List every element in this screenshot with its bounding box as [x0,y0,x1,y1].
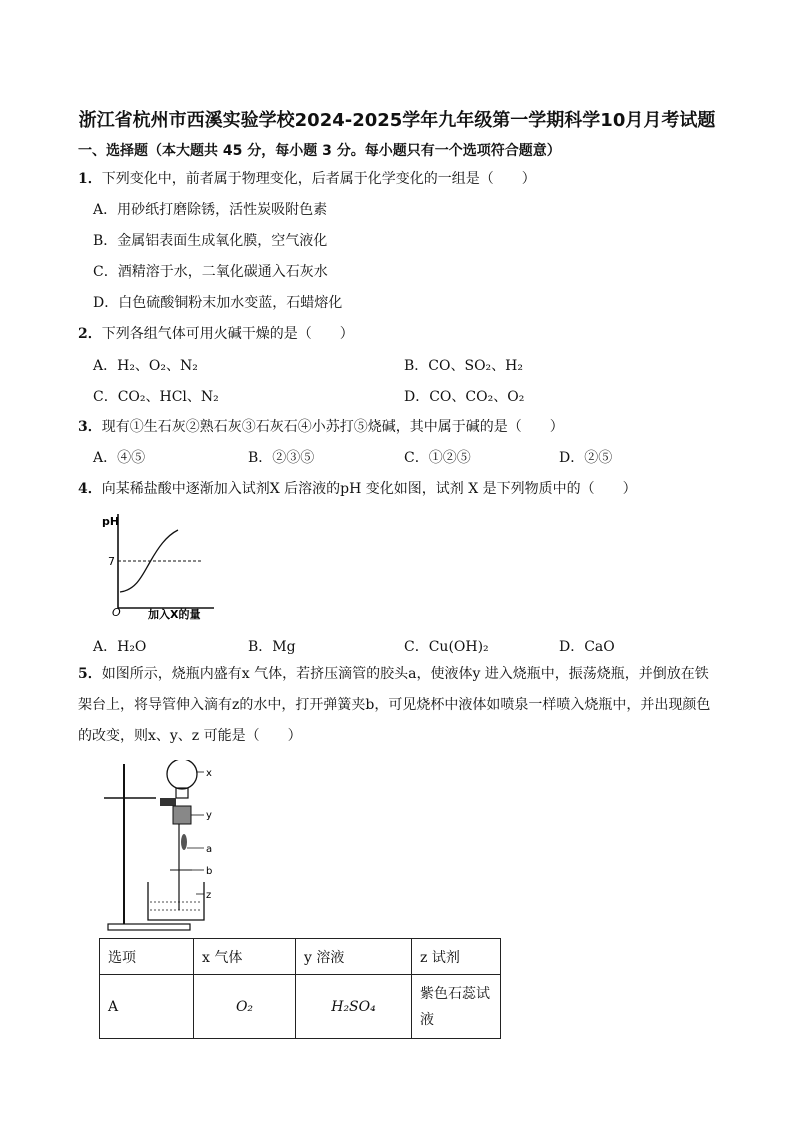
q4-option-b: B．Mg [248,639,296,655]
graph-ylabel: pH [102,515,120,528]
graph-origin: O [112,606,121,619]
table-header-cell: 选项 [100,939,194,975]
question-stem: 如图所示，烧瓶内盛有x 气体，若挤压滴管的胶头a，使液体y 进入烧瓶中，振荡烧瓶，并倒放在铁架台上，将导管伸入滴有z的水中，打开弹簧夹b，可见烧杯中液体如喷泉一样喷入烧瓶中，并出现颜色的改变，则x、y、z 可能是（ ） [78,666,711,744]
question-stem: 下列变化中，前者属于物理变化，后者属于化学变化的一组是（ ） [101,171,536,187]
label-x: x [206,768,212,779]
options-table [99,938,501,1039]
question-stem: 现有①生石灰②熟石灰③石灰石④小苏打⑤烧碱，其中属于碱的是（ ） [101,419,564,435]
graph-xlabel: 加入X的量 [148,608,201,620]
table-header-row [100,939,501,975]
question-4 [78,478,637,498]
q1-option-c: C．酒精溶于水，二氧化碳通入石灰水 [93,264,328,280]
clamp-block [160,798,176,806]
q4-option-a: A．H₂O [93,639,147,655]
label-y: y [206,810,212,821]
q2-option-d: D．CO、CO₂、O₂ [404,389,525,405]
beaker [148,882,204,920]
label-b: b [206,866,212,877]
q2-option-c: C．CO₂、HCl、N₂ [93,389,219,405]
round-flask [167,760,197,789]
q2-option-b: B．CO、SO₂、H₂ [404,358,523,374]
table-cell: A [100,975,194,1039]
question-stem: 向某稀盐酸中逐渐加入试剂X 后溶液的pH 变化如图，试剂 X 是下列物质中的（ ） [101,481,637,497]
q1-option-a: A．用砂纸打磨除锈，活性炭吸附色素 [93,202,328,218]
question-number: 2． [78,326,102,342]
question-stem: 下列各组气体可用火碱干燥的是（ ） [101,326,354,342]
question-number: 5． [78,666,102,682]
q4-option-d: D．CaO [559,639,615,655]
graph-y-mark: 7 [108,555,115,568]
question-5 [78,659,718,752]
table-header-cell: z 试剂 [412,939,501,975]
table-header-cell: x 气体 [194,939,296,975]
q3-option-d: D．②⑤ [559,450,613,466]
question-3 [78,416,564,436]
label-z: z [206,890,212,901]
page-title: 浙江省杭州市西溪实验学校2024-2025学年九年级第一学期科学10月月考试题 [78,110,716,131]
question-1 [78,168,536,188]
stand-base [108,924,190,930]
question-number: 1． [78,171,102,187]
q1-option-d: D．白色硫酸铜粉末加水变蓝，石蜡熔化 [93,295,343,311]
section-heading: 一、选择题（本大题共 45 分，每小题 3 分。每小题只有一个选项符合题意） [78,143,561,159]
q3-option-b: B．②③⑤ [248,450,315,466]
fountain-apparatus-figure [100,760,212,934]
q4-option-c: C．Cu(OH)₂ [404,639,489,655]
ph-graph [96,508,226,620]
question-2 [78,323,354,343]
q3-option-c: C．①②⑤ [404,450,471,466]
label-a: a [206,844,212,855]
rubber-stopper [173,806,191,824]
table-header-cell: y 溶液 [296,939,412,975]
dropper-bulb [181,834,187,850]
question-number: 4． [78,481,102,497]
q3-option-a: A．④⑤ [93,450,146,466]
table-cell: 紫色石蕊试液 [412,975,501,1039]
q2-option-a: A．H₂、O₂、N₂ [93,358,198,374]
table-row [100,975,501,1039]
table-cell: H₂SO₄ [296,975,412,1039]
q1-option-b: B．金属铝表面生成氧化膜，空气液化 [93,233,328,249]
question-number: 3． [78,419,102,435]
table-cell: O₂ [194,975,296,1039]
